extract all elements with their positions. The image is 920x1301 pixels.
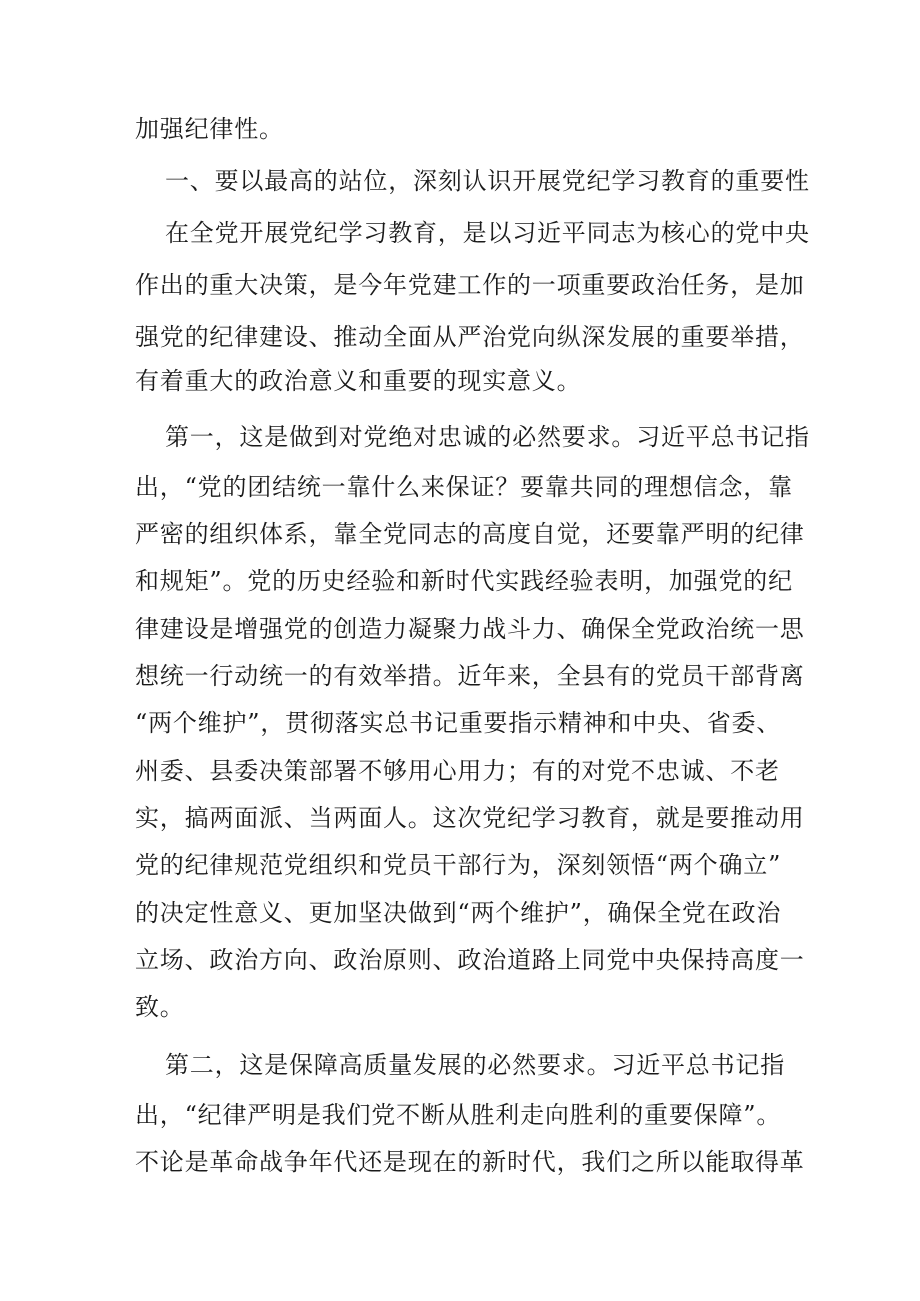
text-line-13: “两个维护”，贯彻落实总书记重要指示精神和中央、省委、 [135, 709, 782, 737]
text-line-20: 第二，这是保障高质量发展的必然要求。习近平总书记指 [165, 1051, 785, 1079]
text-line-21: 出，“纪律严明是我们党不断从胜利走向胜利的重要保障”。 [135, 1101, 782, 1129]
text-line-18: 立场、政治方向、政治原则、政治道路上同党中央保持高度一 [135, 946, 805, 974]
text-line-9: 严密的组织体系，靠全党同志的高度自觉，还要靠严明的纪律 [135, 520, 805, 548]
text-line-15: 实，搞两面派、当两面人。这次党纪学习教育，就是要推动用 [135, 804, 805, 832]
text-line-7: 第一，这是做到对党绝对忠诚的必然要求。习近平总书记指 [165, 423, 810, 451]
text-line-22: 不论是革命战争年代还是现在的新时代，我们之所以能取得革 [135, 1148, 805, 1176]
text-line-12: 想统一行动统一的有效举措。近年来，全县有的党员干部背离 [135, 662, 805, 690]
text-line-3: 在全党开展党纪学习教育，是以习近平同志为核心的党中央 [165, 219, 810, 247]
text-line-14: 州委、县委决策部署不够用心用力；有的对党不忠诚、不老 [135, 757, 780, 785]
text-line-10: 和规矩”。党的历史经验和新时代实践经验表明，加强党的纪 [135, 567, 793, 595]
text-line-17: 的决定性意义、更加坚决做到“两个维护”，确保全党在政治 [135, 899, 782, 927]
section-heading-1: 一、要以最高的站位，深刻认识开展党纪学习教育的重要性 [165, 167, 810, 195]
text-line-6: 有着重大的政治意义和重要的现实意义。 [135, 367, 582, 395]
text-line-4: 作出的重大决策，是今年党建工作的一项重要政治任务，是加 [135, 271, 805, 299]
text-line-11: 律建设是增强党的创造力凝聚力战斗力、确保全党政治统一思 [135, 615, 805, 643]
text-line-8: 出，“党的团结统一靠什么来保证？要靠共同的理想信念，靠 [135, 473, 793, 501]
text-line-5: 强党的纪律建设、推动全面从严治党向纵深发展的重要举措， [135, 323, 805, 351]
text-line-19: 致。 [135, 993, 185, 1021]
text-line-16: 党的纪律规范党组织和党员干部行为，深刻领悟“两个确立” [135, 851, 782, 879]
text-line-1: 加强纪律性。 [135, 115, 284, 143]
